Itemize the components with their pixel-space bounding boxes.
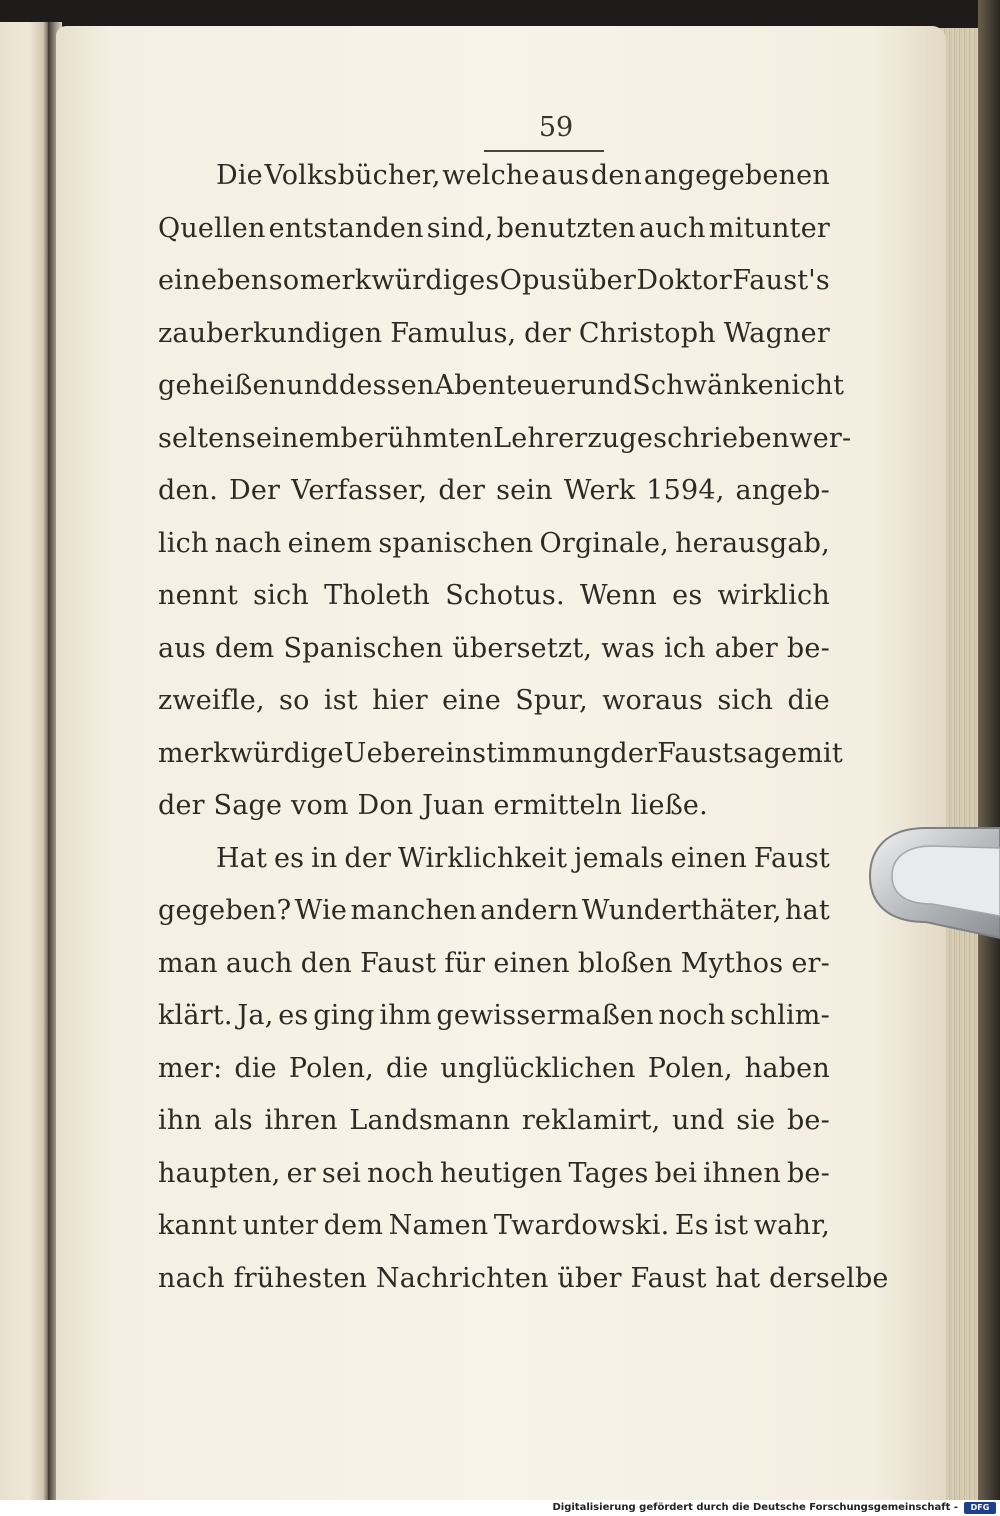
text-line: mer: die Polen, die unglücklichen Polen, haben <box>158 1052 830 1084</box>
body-text <box>158 160 889 1315</box>
dfg-logo: DFG <box>964 1502 996 1514</box>
page-clip-icon <box>866 800 1000 948</box>
text-line: der Sage vom Don Juan ermitteln ließe. <box>158 790 708 821</box>
text-line: haupten, er sei noch heutigen Tages bei ihnen be- <box>158 1157 830 1189</box>
text-line: zauberkundigen Famulus, der Christoph Wagner <box>158 317 830 349</box>
text-line: aus dem Spanischen übersetzt, was ich aber be- <box>158 632 830 664</box>
text-line: geheißen und dessen Abenteuer und Schwänke nicht <box>158 370 845 401</box>
text-line: kannt unter dem Namen Twardowski. Es ist wahr, <box>158 1210 830 1241</box>
text-line: merkwürdige Uebereinstimmung der Faustsage mit <box>158 737 843 769</box>
page-number-rule <box>484 150 604 152</box>
text-line: Die Volksbücher, welche aus den angegebenen <box>216 160 830 191</box>
text-line: Hat es in der Wirklichkeit jemals einen Faust <box>216 842 830 874</box>
digitization-credit: Digitalisierung gefördert durch die Deutsche Forschungsgemeinschaft - <box>552 1502 958 1513</box>
text-line: lich nach einem spanischen Orginale, herausgab, <box>158 527 830 559</box>
text-line: den. Der Verfasser, der sein Werk 1594, angeb- <box>158 475 830 506</box>
text-line: zweifle, so ist hier eine Spur, woraus sich die <box>158 685 830 716</box>
text-line: nennt sich Tholeth Schotus. Wenn es wirklich <box>158 580 830 611</box>
text-line: nach frühesten Nachrichten über Faust hat derselbe <box>158 1262 889 1294</box>
left-page-edge <box>0 22 48 1500</box>
text-line: klärt. Ja, es ging ihm gewissermaßen noch schlim- <box>158 1000 830 1031</box>
page-number: 59 <box>538 112 574 143</box>
text-line: gegeben? Wie manchen andern Wunderthäter, hat <box>158 895 830 926</box>
text-line: man auch den Faust für einen bloßen Mythos er- <box>158 947 830 979</box>
book-cover-edge <box>978 0 1000 1500</box>
text-line: selten seinem berühmten Lehrer zugeschrieben wer- <box>158 422 852 454</box>
text-line: Quellen entstanden sind, benutzten auch mitunter <box>158 212 830 244</box>
text-line: ein eben so merkwürdiges Opus über Doktor Faust's <box>158 265 830 296</box>
text-line: ihn als ihren Landsmann reklamirt, und sie be- <box>158 1105 830 1136</box>
